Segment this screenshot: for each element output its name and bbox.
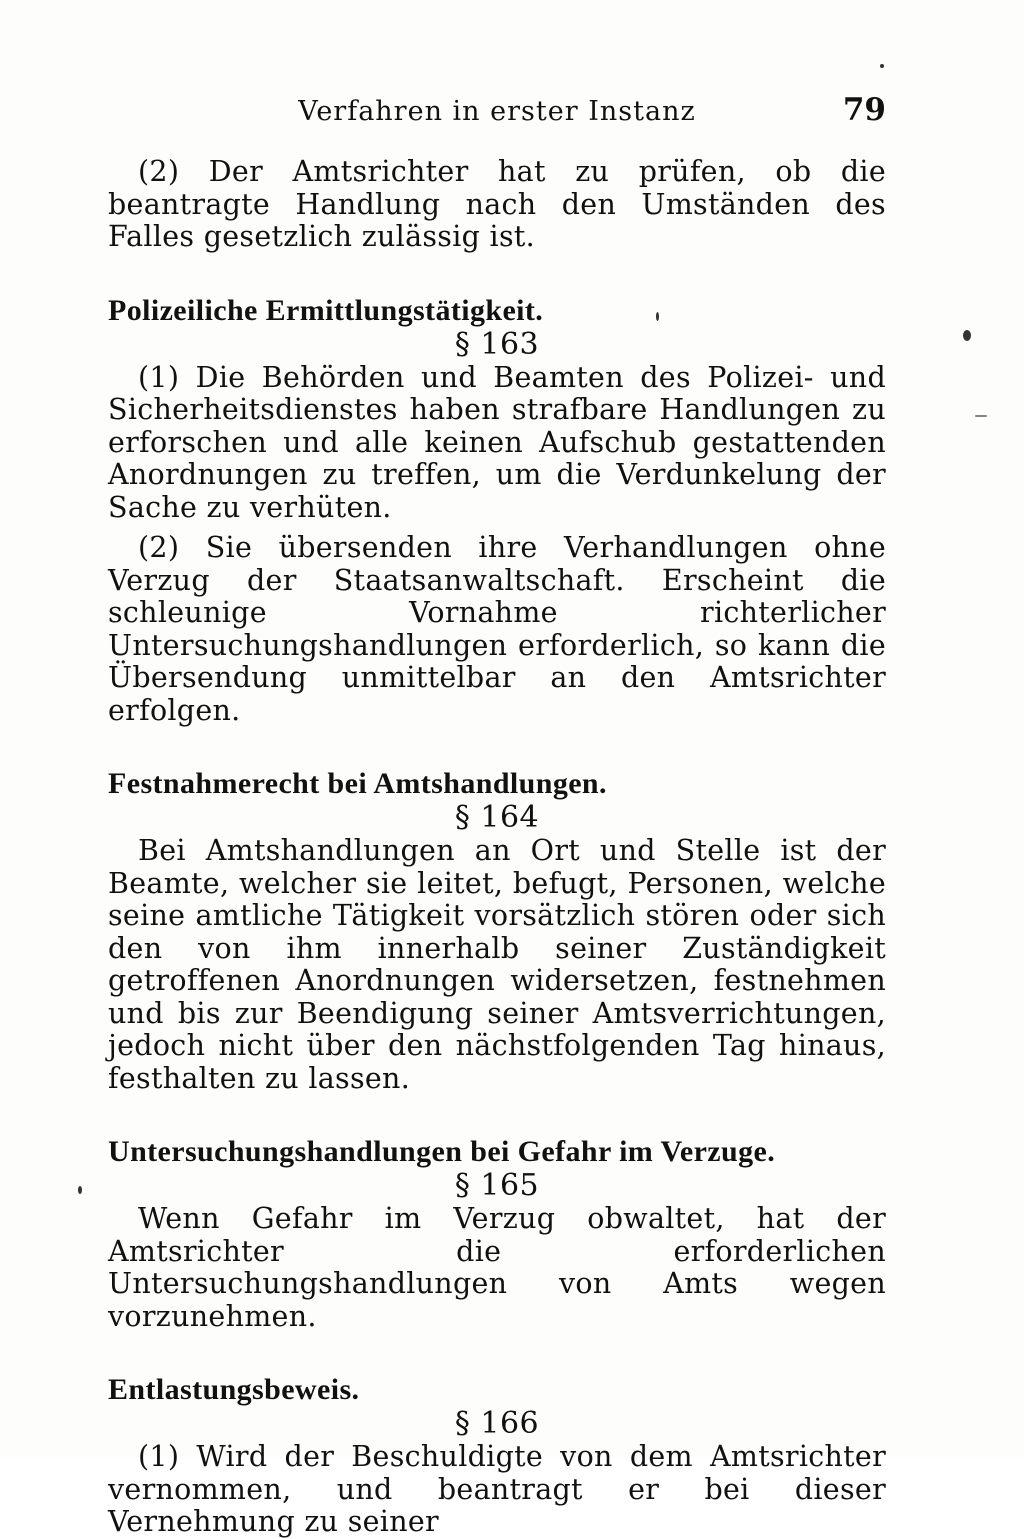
- section-number-164: § 164: [454, 800, 540, 835]
- paragraph-163-2: (2) Sie übersenden ihre Verhandlungen ohne Verzug der Staatsanwaltschaft. Erscheint die schleunige Vornahme richterlicher Untersuchungshandlungen erforderlich, so kann die Übersendung unmittelbar an den Amtsrichter erfolgen.: [108, 531, 886, 727]
- section-number-166: § 166: [454, 1406, 540, 1441]
- scan-speck: [78, 1186, 82, 1194]
- section-heading-164: Festnahmerecht bei Amtshandlungen.: [108, 767, 607, 800]
- section-number-165: § 165: [454, 1168, 540, 1203]
- scan-speck: [975, 415, 987, 417]
- body-text: [108, 156, 886, 1539]
- section-number-163: § 163: [454, 326, 540, 362]
- scan-speck: [656, 312, 659, 321]
- page-number: 79: [842, 92, 886, 128]
- section-heading-165: Untersuchungshandlungen bei Gefahr im Verzuge.: [108, 1135, 776, 1168]
- running-head: [108, 92, 886, 136]
- paragraph-162-2: (2) Der Amtsrichter hat zu prüfen, ob die beantragte Handlung nach den Umständen des Falles gesetzlich zulässig ist.: [108, 155, 886, 253]
- paragraph-163-1: (1) Die Behörden und Beamten des Polizei- und Sicherheitsdienstes haben strafbare Handlungen zu erforschen und alle keinen Aufschub gestattenden Anordnungen zu treffen, um die Verdunkelung der Sache zu verhüten.: [108, 360, 886, 524]
- section-heading-166: Entlastungsbeweis.: [108, 1373, 360, 1406]
- scan-speck: [963, 330, 971, 341]
- scan-speck: [880, 64, 884, 68]
- running-title: Verfahren in erster Instanz: [298, 96, 696, 127]
- paragraph-165: Wenn Gefahr im Verzug obwaltet, hat der Amtsrichter die erforderlichen Untersuchungshandlungen von Amts wegen vorzunehmen.: [108, 1202, 886, 1333]
- paragraph-166-1: (1) Wird der Beschuldigte von dem Amtsrichter vernommen, und beantragt er bei dieser Vernehmung zu seiner: [108, 1440, 886, 1538]
- section-heading-163: Polizeiliche Ermittlungstätigkeit.: [108, 293, 544, 327]
- paragraph-164: Bei Amtshandlungen an Ort und Stelle ist der Beamte, welcher sie leitet, befugt, Personen, welche seine amtliche Tätigkeit vorsätzlich stören oder sich den von ihm innerhalb seiner Zuständigkeit getroffenen Anordnungen widersetzen, festnehmen und bis zur Beendigung seiner Amtsverrichtungen, jedoch nicht über den nächstfolgenden Tag hinaus, festhalten zu lassen.: [108, 834, 886, 1095]
